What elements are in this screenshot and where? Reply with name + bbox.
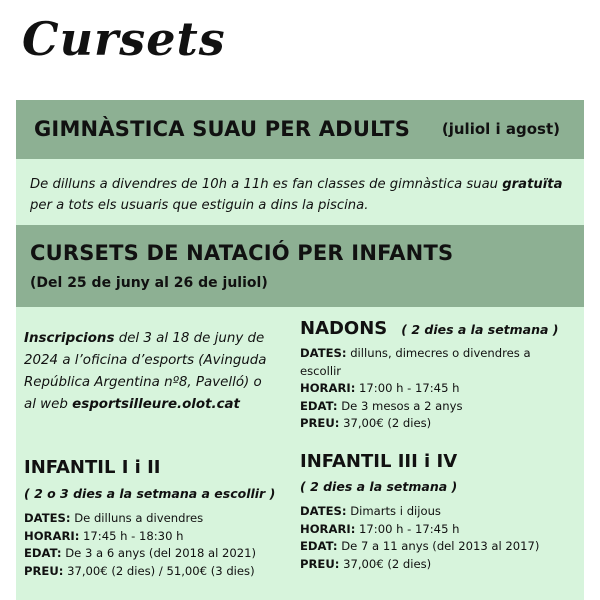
course-infantil-3-price: 37,00€ (2 dies) — [339, 556, 432, 571]
course-infantil-3-details — [300, 503, 580, 573]
course-infantil-1-price: 37,00€ (2 dies) / 51,00€ (3 dies) — [63, 563, 255, 578]
gym-free-label: gratuïta — [502, 177, 563, 192]
course-nadons-frequency: ( 2 dies a la setmana ) — [401, 322, 559, 337]
preu-label: PREU: — [300, 556, 340, 571]
swim-heading: CURSETS DE NATACIÓ PER INFANTS — [30, 241, 454, 265]
gym-description — [30, 174, 570, 216]
dates-label: DATES: — [24, 511, 71, 525]
course-infantil-3-frequency: ( 2 dies a la setmana ) — [300, 479, 458, 494]
registration-lead: Inscripcions — [24, 331, 115, 346]
course-infantil-1-details — [24, 510, 294, 580]
course-nadons-price: 37,00€ (2 dies) — [339, 416, 432, 430]
course-infantil-1-dates: De dilluns a divendres — [70, 511, 204, 525]
gym-text-2: per a tots els usuaris que estiguin a dins la piscina. — [30, 198, 369, 213]
course-infantil-1-schedule: 17:45 h - 18:30 h — [79, 528, 184, 543]
swim-period: (Del 25 de juny al 26 de juliol) — [30, 275, 268, 291]
edat-label: EDAT: — [300, 398, 338, 413]
horari-label: HORARI: — [300, 381, 356, 395]
gym-text-1: De dilluns a divendres de 10h a 11h es fan classes de gimnàstica suau — [30, 177, 499, 192]
swim-header-band — [16, 225, 584, 307]
gym-period: (juliol i agost) — [441, 120, 560, 138]
edat-label: EDAT: — [24, 546, 62, 560]
course-infantil-3-dates: Dimarts i dijous — [346, 504, 441, 518]
gym-heading: GIMNÀSTICA SUAU PER ADULTS — [34, 117, 411, 141]
course-infantil-1-age: De 3 a 6 anys (del 2018 al 2021) — [61, 546, 257, 560]
course-infantil-3 — [300, 451, 580, 573]
course-infantil-3-schedule: 17:00 h - 17:45 h — [355, 521, 460, 536]
dates-label: DATES: — [300, 504, 347, 518]
course-nadons-dates: dilluns, dimecres o divendres a escollir — [300, 346, 531, 378]
preu-label: PREU: — [24, 563, 64, 578]
course-infantil-1-frequency: ( 2 o 3 dies a la setmana a escollir ) — [24, 486, 276, 501]
course-infantil-1-name: INFANTIL I i II — [24, 457, 161, 478]
registration-info — [24, 328, 274, 416]
horari-label: HORARI: — [24, 528, 80, 543]
edat-label: EDAT: — [300, 539, 338, 553]
course-nadons — [300, 318, 570, 433]
course-nadons-schedule: 17:00 h - 17:45 h — [355, 381, 460, 395]
course-nadons-details — [300, 345, 570, 433]
dates-label: DATES: — [300, 346, 347, 360]
course-nadons-name: NADONS — [300, 318, 388, 339]
course-infantil-1 — [24, 457, 294, 580]
registration-text: del 3 al 18 de juny de 2024 a l’oficina d’esports (Avinguda República Argentina nº8, Pavelló) o al web — [24, 331, 267, 412]
page-title: Cursets — [22, 12, 226, 66]
course-infantil-3-age: De 7 a 11 anys (del 2013 al 2017) — [337, 539, 540, 553]
course-infantil-3-name: INFANTIL III i IV — [300, 451, 458, 472]
registration-web-link[interactable]: esportsilleure.olot.cat — [72, 397, 240, 412]
course-nadons-age: De 3 mesos a 2 anys — [337, 398, 463, 413]
horari-label: HORARI: — [300, 521, 356, 536]
preu-label: PREU: — [300, 416, 340, 430]
